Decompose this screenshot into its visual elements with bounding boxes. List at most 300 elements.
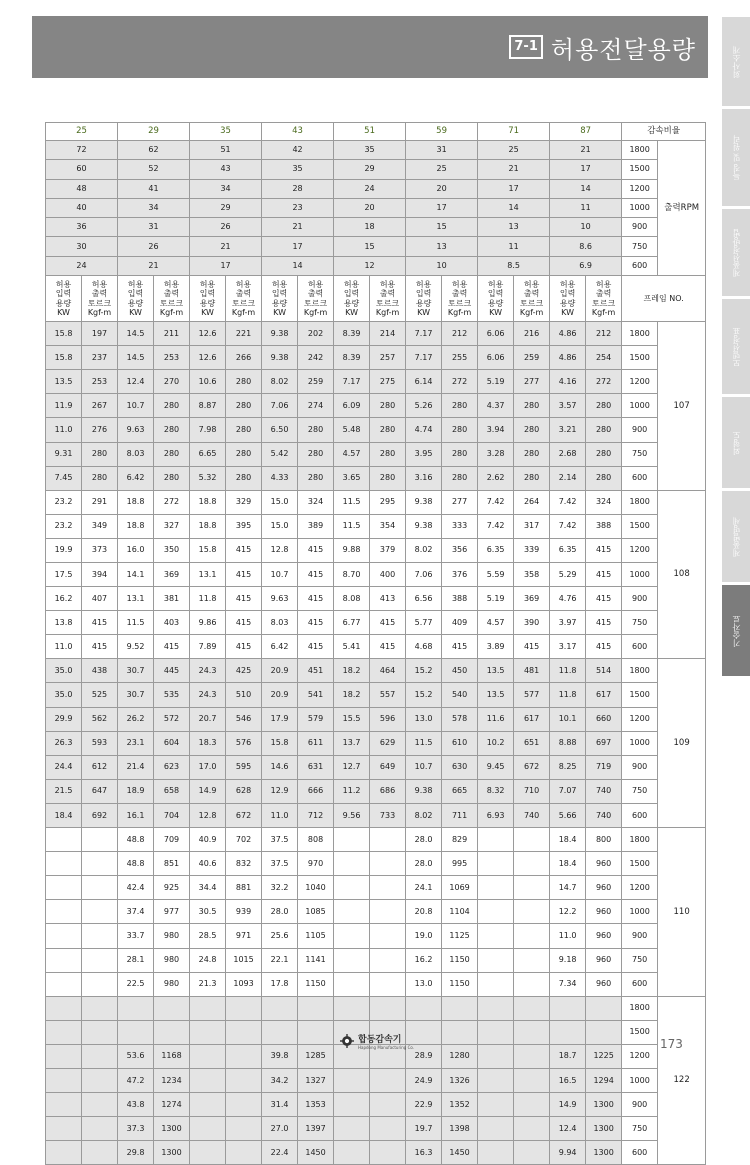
torque-cell: 356 (442, 538, 478, 562)
kw-cell: 18.4 (550, 828, 586, 852)
kw-cell: 9.31 (46, 442, 82, 466)
input-rpm-cell: 750 (622, 779, 658, 803)
output-rpm-cell: 52 (118, 160, 190, 179)
torque-cell: 572 (154, 707, 190, 731)
output-rpm-cell: 62 (118, 141, 190, 160)
kw-cell (334, 900, 370, 924)
kw-cell: 28.0 (406, 852, 442, 876)
kw-cell: 15.8 (262, 731, 298, 755)
input-rpm-cell: 1200 (622, 1044, 658, 1068)
kw-cell: 15.5 (334, 707, 370, 731)
kw-cell: 9.38 (406, 490, 442, 514)
side-tab-technical[interactable]: 기술자료 (722, 584, 750, 676)
output-rpm-row (46, 141, 706, 160)
torque-cell: 415 (442, 635, 478, 659)
torque-cell: 212 (442, 322, 478, 346)
torque-cell (82, 1117, 118, 1141)
kw-cell: 9.63 (118, 418, 154, 442)
output-rpm-cell: 17 (550, 160, 622, 179)
capacity-row (46, 563, 706, 587)
torque-cell: 660 (586, 707, 622, 731)
torque-cell: 1015 (226, 948, 262, 972)
kw-cell: 11.5 (406, 731, 442, 755)
output-rpm-cell: 17 (406, 198, 478, 217)
kw-cell: 29.8 (118, 1141, 154, 1165)
torque-cell: 971 (226, 924, 262, 948)
kw-cell: 47.2 (118, 1068, 154, 1092)
torque-cell: 376 (442, 563, 478, 587)
torque-cell: 579 (298, 707, 334, 731)
torque-cell: 242 (298, 346, 334, 370)
input-rpm-cell: 1000 (622, 394, 658, 418)
unit-kw-text: 허용 입력 용량 KW (559, 280, 576, 317)
torque-cell (298, 1020, 334, 1044)
kw-cell: 4.86 (550, 346, 586, 370)
kw-cell: 4.33 (262, 466, 298, 490)
kw-cell: 30.5 (190, 900, 226, 924)
kw-cell: 39.8 (262, 1044, 298, 1068)
unit-kw-label (190, 276, 226, 322)
output-rpm-row (46, 160, 706, 179)
torque-cell: 733 (370, 803, 406, 827)
output-rpm-cell: 35 (262, 160, 334, 179)
torque-cell: 237 (82, 346, 118, 370)
capacity-row (46, 1141, 706, 1165)
torque-cell: 628 (226, 779, 262, 803)
kw-cell: 5.29 (550, 563, 586, 587)
torque-cell (370, 1093, 406, 1117)
output-rpm-cell: 8.6 (550, 237, 622, 256)
input-rpm-cell: 750 (622, 442, 658, 466)
torque-cell: 595 (226, 755, 262, 779)
torque-cell (370, 972, 406, 996)
kw-cell: 35.0 (46, 683, 82, 707)
torque-cell: 1352 (442, 1093, 478, 1117)
kw-cell: 37.5 (262, 852, 298, 876)
output-rpm-cell: 72 (46, 141, 118, 160)
kw-cell: 7.17 (406, 346, 442, 370)
capacity-row (46, 972, 706, 996)
capacity-row (46, 394, 706, 418)
kw-cell: 15.8 (46, 346, 82, 370)
torque-cell: 1398 (442, 1117, 478, 1141)
kw-cell (190, 996, 226, 1020)
torque-cell: 1225 (586, 1044, 622, 1068)
torque-cell (370, 1141, 406, 1165)
kw-cell: 48.8 (118, 852, 154, 876)
kw-cell: 14.7 (550, 876, 586, 900)
frame-number-cell: 109 (658, 659, 706, 828)
kw-cell: 5.66 (550, 803, 586, 827)
torque-cell (514, 852, 550, 876)
kw-cell (406, 996, 442, 1020)
torque-cell: 280 (154, 418, 190, 442)
output-rpm-row (46, 218, 706, 237)
kw-cell (46, 924, 82, 948)
capacity-row (46, 514, 706, 538)
torque-cell: 257 (370, 346, 406, 370)
kw-cell: 11.0 (46, 635, 82, 659)
torque-cell: 712 (298, 803, 334, 827)
kw-cell: 17.0 (190, 755, 226, 779)
kw-cell: 35.0 (46, 659, 82, 683)
output-rpm-cell: 14 (478, 198, 550, 217)
kw-cell: 28.0 (406, 828, 442, 852)
input-rpm-cell: 600 (622, 972, 658, 996)
kw-cell: 11.5 (334, 514, 370, 538)
kw-cell: 3.89 (478, 635, 514, 659)
input-rpm-cell: 900 (622, 924, 658, 948)
torque-cell: 510 (226, 683, 262, 707)
kw-cell (334, 948, 370, 972)
kw-cell: 13.0 (406, 972, 442, 996)
torque-cell (226, 1068, 262, 1092)
output-rpm-label: 출력RPM (658, 141, 706, 276)
unit-torque-label (370, 276, 406, 322)
torque-cell: 649 (370, 755, 406, 779)
torque-cell (298, 996, 334, 1020)
torque-cell: 327 (154, 514, 190, 538)
output-rpm-cell: 18 (334, 218, 406, 237)
kw-cell: 9.18 (550, 948, 586, 972)
torque-cell: 280 (442, 442, 478, 466)
kw-cell: 8.03 (262, 611, 298, 635)
kw-cell: 3.97 (550, 611, 586, 635)
torque-cell: 266 (226, 346, 262, 370)
kw-cell: 3.16 (406, 466, 442, 490)
input-rpm-cell: 1500 (622, 514, 658, 538)
kw-cell: 12.6 (190, 322, 226, 346)
output-rpm-cell: 34 (118, 198, 190, 217)
unit-kw-label (118, 276, 154, 322)
kw-cell (190, 1117, 226, 1141)
kw-cell: 7.17 (334, 370, 370, 394)
kw-cell: 7.98 (190, 418, 226, 442)
kw-cell: 15.2 (406, 683, 442, 707)
torque-cell: 415 (370, 635, 406, 659)
kw-cell (262, 1020, 298, 1044)
side-tab-company[interactable]: 회사소개 (722, 16, 750, 106)
input-rpm-cell: 1200 (622, 876, 658, 900)
kw-cell: 19.9 (46, 538, 82, 562)
kw-cell: 4.68 (406, 635, 442, 659)
frame-number-cell: 108 (658, 490, 706, 659)
torque-cell: 259 (298, 370, 334, 394)
kw-cell: 2.68 (550, 442, 586, 466)
input-rpm-cell: 900 (622, 755, 658, 779)
torque-cell: 939 (226, 900, 262, 924)
torque-cell: 525 (82, 683, 118, 707)
unit-kw-text: 허용 입력 용량 KW (343, 280, 360, 317)
torque-cell: 272 (586, 370, 622, 394)
torque-cell: 415 (298, 635, 334, 659)
kw-cell: 43.8 (118, 1093, 154, 1117)
kw-cell: 8.25 (550, 755, 586, 779)
torque-cell: 1294 (586, 1068, 622, 1092)
torque-cell: 415 (514, 635, 550, 659)
capacity-row (46, 611, 706, 635)
torque-cell (154, 996, 190, 1020)
torque-cell (82, 996, 118, 1020)
unit-torque-text: 허용 출력 토르크 Kgf-m (447, 280, 472, 317)
torque-cell: 925 (154, 876, 190, 900)
output-rpm-cell: 21 (190, 237, 262, 256)
torque-cell: 740 (514, 803, 550, 827)
kw-cell (334, 924, 370, 948)
torque-cell: 1285 (298, 1044, 334, 1068)
kw-cell: 4.76 (550, 587, 586, 611)
kw-cell: 9.88 (334, 538, 370, 562)
kw-cell: 31.4 (262, 1093, 298, 1117)
torque-cell (514, 828, 550, 852)
input-rpm-cell: 1800 (622, 996, 658, 1020)
output-rpm-cell: 11 (478, 237, 550, 256)
kw-cell: 15.8 (46, 322, 82, 346)
page-number: 173 (660, 1037, 683, 1051)
kw-cell (46, 876, 82, 900)
torque-cell: 280 (154, 442, 190, 466)
torque-cell: 665 (442, 779, 478, 803)
kw-cell: 22.4 (262, 1141, 298, 1165)
company-subtitle: Hapdong Manufacturing Co. (358, 1045, 415, 1050)
kw-cell: 6.35 (478, 538, 514, 562)
torque-cell: 280 (226, 394, 262, 418)
torque-cell: 280 (586, 466, 622, 490)
kw-cell (478, 996, 514, 1020)
unit-kw-text: 허용 입력 용량 KW (199, 280, 216, 317)
capacity-row (46, 803, 706, 827)
kw-cell: 14.9 (550, 1093, 586, 1117)
unit-torque-label (442, 276, 478, 322)
torque-cell: 630 (442, 755, 478, 779)
torque-cell (370, 948, 406, 972)
unit-kw-text: 허용 입력 용량 KW (127, 280, 144, 317)
kw-cell: 18.8 (118, 514, 154, 538)
torque-cell: 253 (154, 346, 190, 370)
kw-cell: 23.1 (118, 731, 154, 755)
kw-cell (190, 1044, 226, 1068)
kw-cell (262, 996, 298, 1020)
kw-cell: 7.42 (550, 514, 586, 538)
torque-cell: 960 (586, 900, 622, 924)
capacity-table (45, 122, 706, 1165)
kw-cell: 9.86 (190, 611, 226, 635)
torque-cell: 415 (298, 587, 334, 611)
kw-cell: 20.7 (190, 707, 226, 731)
kw-cell: 13.8 (46, 611, 82, 635)
kw-cell: 3.65 (334, 466, 370, 490)
torque-cell: 280 (154, 466, 190, 490)
unit-torque-text: 허용 출력 토르크 Kgf-m (159, 280, 184, 317)
torque-cell (514, 996, 550, 1020)
torque-cell: 740 (586, 803, 622, 827)
torque-cell: 275 (370, 370, 406, 394)
capacity-row (46, 538, 706, 562)
side-tab-features[interactable]: 특징 및 원리 (722, 108, 750, 206)
kw-cell (46, 1141, 82, 1165)
ratio-cell: 59 (406, 123, 478, 141)
output-rpm-cell: 21 (478, 160, 550, 179)
side-tab-spec[interactable]: 제품별명세 (722, 490, 750, 582)
output-rpm-cell: 24 (46, 256, 118, 275)
torque-cell (514, 1044, 550, 1068)
kw-cell: 16.2 (46, 587, 82, 611)
kw-cell: 10.7 (118, 394, 154, 418)
torque-cell: 280 (370, 466, 406, 490)
kw-cell: 17.5 (46, 563, 82, 587)
input-rpm-cell: 1800 (622, 659, 658, 683)
output-rpm-row (46, 237, 706, 256)
kw-cell: 10.6 (190, 370, 226, 394)
torque-cell (82, 1044, 118, 1068)
output-rpm-cell: 36 (46, 218, 118, 237)
kw-cell: 30.7 (118, 659, 154, 683)
torque-cell: 280 (442, 418, 478, 442)
torque-cell: 415 (370, 611, 406, 635)
torque-cell: 295 (370, 490, 406, 514)
torque-cell: 1280 (442, 1044, 478, 1068)
torque-cell: 1093 (226, 972, 262, 996)
input-rpm-cell: 750 (622, 611, 658, 635)
input-rpm-cell: 600 (622, 803, 658, 827)
kw-cell (46, 1093, 82, 1117)
torque-cell: 686 (370, 779, 406, 803)
kw-cell (190, 1093, 226, 1117)
torque-cell: 267 (82, 394, 118, 418)
torque-cell: 280 (514, 418, 550, 442)
torque-cell: 1327 (298, 1068, 334, 1092)
torque-cell: 280 (226, 442, 262, 466)
torque-cell: 415 (586, 611, 622, 635)
torque-cell: 259 (514, 346, 550, 370)
kw-cell: 32.2 (262, 876, 298, 900)
unit-torque-label (226, 276, 262, 322)
section-number: 7-1 (509, 35, 543, 59)
kw-cell: 6.93 (478, 803, 514, 827)
torque-cell: 980 (154, 972, 190, 996)
output-rpm-cell: 43 (190, 160, 262, 179)
torque-cell: 324 (298, 490, 334, 514)
kw-cell (46, 1044, 82, 1068)
torque-cell (370, 1117, 406, 1141)
kw-cell: 12.2 (550, 900, 586, 924)
torque-cell: 394 (82, 563, 118, 587)
kw-cell: 6.77 (334, 611, 370, 635)
capacity-row (46, 490, 706, 514)
torque-cell (514, 876, 550, 900)
ratio-cell: 71 (478, 123, 550, 141)
torque-cell (370, 996, 406, 1020)
torque-cell: 1353 (298, 1093, 334, 1117)
kw-cell: 18.3 (190, 731, 226, 755)
torque-cell: 221 (226, 322, 262, 346)
kw-cell: 6.09 (334, 394, 370, 418)
kw-cell: 8.02 (262, 370, 298, 394)
torque-cell (82, 852, 118, 876)
torque-cell (82, 1020, 118, 1044)
kw-cell: 10.1 (550, 707, 586, 731)
output-rpm-cell: 26 (190, 218, 262, 237)
torque-cell (514, 1068, 550, 1092)
torque-cell: 415 (226, 563, 262, 587)
capacity-row (46, 587, 706, 611)
output-rpm-cell: 21 (262, 218, 334, 237)
kw-cell: 11.5 (334, 490, 370, 514)
torque-cell: 1300 (586, 1117, 622, 1141)
torque-cell: 415 (226, 611, 262, 635)
capacity-row (46, 731, 706, 755)
kw-cell (478, 1068, 514, 1092)
torque-cell: 388 (442, 587, 478, 611)
kw-cell: 7.42 (550, 490, 586, 514)
unit-kw-label (550, 276, 586, 322)
torque-cell: 280 (370, 442, 406, 466)
torque-cell: 409 (442, 611, 478, 635)
output-rpm-cell: 17 (478, 179, 550, 198)
kw-cell: 13.1 (190, 563, 226, 587)
unit-kw-text: 허용 입력 용량 KW (487, 280, 504, 317)
output-rpm-cell: 34 (190, 179, 262, 198)
torque-cell: 1397 (298, 1117, 334, 1141)
side-tab-dimension[interactable]: 외형도 (722, 396, 750, 488)
torque-cell: 1150 (442, 972, 478, 996)
kw-cell: 34.4 (190, 876, 226, 900)
torque-cell: 415 (586, 587, 622, 611)
kw-cell: 13.1 (118, 587, 154, 611)
kw-cell (334, 1093, 370, 1117)
kw-cell: 3.57 (550, 394, 586, 418)
capacity-row (46, 683, 706, 707)
kw-cell: 23.2 (46, 490, 82, 514)
torque-cell: 1300 (586, 1141, 622, 1165)
side-tab-model[interactable]: 모델선정표 (722, 298, 750, 394)
torque-cell: 280 (586, 442, 622, 466)
kw-cell: 13.7 (334, 731, 370, 755)
side-tab-selection[interactable]: 제품선정방법 (722, 208, 750, 296)
kw-cell: 9.38 (262, 322, 298, 346)
kw-cell: 18.2 (334, 659, 370, 683)
kw-cell: 34.2 (262, 1068, 298, 1092)
capacity-row (46, 346, 706, 370)
kw-cell (334, 996, 370, 1020)
torque-cell: 711 (442, 803, 478, 827)
torque-cell: 280 (298, 418, 334, 442)
torque-cell: 1150 (298, 972, 334, 996)
kw-cell: 5.41 (334, 635, 370, 659)
torque-cell: 610 (442, 731, 478, 755)
kw-cell: 5.77 (406, 611, 442, 635)
output-rpm-cell: 60 (46, 160, 118, 179)
kw-cell (478, 924, 514, 948)
torque-cell: 415 (298, 563, 334, 587)
input-rpm-cell: 1000 (622, 563, 658, 587)
capacity-row (46, 1117, 706, 1141)
kw-cell: 15.0 (262, 514, 298, 538)
torque-cell: 413 (370, 587, 406, 611)
input-rpm-cell: 1500 (622, 160, 658, 179)
torque-cell: 379 (370, 538, 406, 562)
input-rpm-cell: 1500 (622, 852, 658, 876)
kw-cell: 5.59 (478, 563, 514, 587)
torque-cell (514, 1020, 550, 1044)
kw-cell (46, 972, 82, 996)
kw-cell: 6.06 (478, 322, 514, 346)
kw-cell: 21.3 (190, 972, 226, 996)
kw-cell: 12.4 (550, 1117, 586, 1141)
kw-cell: 16.1 (118, 803, 154, 827)
input-rpm-cell: 600 (622, 466, 658, 490)
kw-cell (118, 996, 154, 1020)
